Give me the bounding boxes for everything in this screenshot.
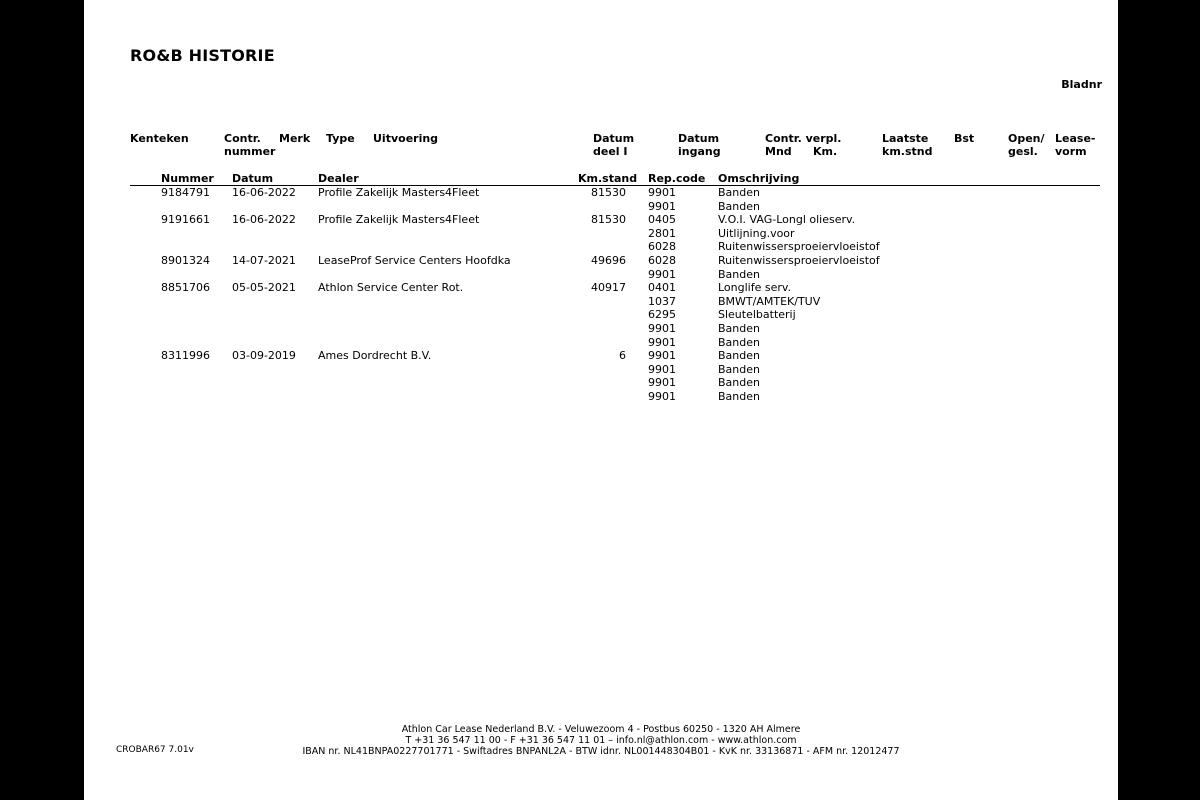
table-cell-omschrijving: Banden — [718, 199, 760, 213]
col-laatste — [882, 132, 932, 158]
table-cell-omschrijving: Banden — [718, 362, 760, 376]
table-cell-omschrijving: V.O.I. VAG-Longl olieserv. — [718, 213, 856, 227]
table-cell-kmstand: 81530 — [591, 213, 626, 227]
col-nummer: Nummer — [161, 172, 214, 185]
col-datum-deel — [593, 132, 634, 158]
col-km: Km. — [813, 145, 838, 158]
table-cell-dealer: Profile Zakelijk Masters4Fleet — [318, 213, 480, 227]
col-contr-line1: Contr. — [224, 132, 261, 145]
table-cell-nummer: 9184791 — [161, 186, 210, 199]
col-bst: Bst — [954, 132, 975, 145]
footer — [84, 724, 1118, 757]
table-cell-repcode: 6028 — [648, 240, 676, 254]
table-cell-kmstand: 40917 — [591, 281, 626, 295]
form-code: CROBAR67 7.01v — [116, 745, 194, 755]
table-cell-omschrijving: Longlife serv. — [718, 281, 792, 295]
table-cell-omschrijving: Banden — [718, 335, 760, 349]
table-cell-nummer: 9191661 — [161, 213, 210, 227]
table-cell-dealer: LeaseProf Service Centers Hoofdka — [318, 254, 511, 267]
table-cell-repcode: 9901 — [648, 390, 676, 403]
table-cell-nummer: 8901324 — [161, 254, 210, 267]
table-cell-repcode: 9901 — [648, 186, 676, 199]
table-cell-dealer: Ames Dordrecht B.V. — [318, 349, 432, 363]
col-uitvoering: Uitvoering — [373, 132, 439, 145]
table-cell-repcode: 9901 — [648, 376, 676, 390]
table-cell-repcode: 0401 — [648, 281, 676, 295]
col-lease — [1055, 132, 1095, 158]
table-cell-kmstand: 6 — [619, 349, 626, 363]
col-open-line2: gesl. — [1008, 145, 1038, 158]
table-cell-omschrijving: Banden — [718, 390, 760, 403]
table-cell-kmstand: 81530 — [591, 186, 626, 199]
table-cell-repcode: 2801 — [648, 226, 676, 240]
col-laatste-line2: km.stnd — [882, 145, 933, 158]
col-omschrijving: Omschrijving — [718, 172, 800, 185]
table-cell-datum: 16-06-2022 — [232, 186, 296, 199]
col-datum-ingang — [678, 132, 721, 158]
table-cell-dealer: Profile Zakelijk Masters4Fleet — [318, 186, 480, 199]
col-lease-line2: vorm — [1055, 145, 1087, 158]
col-open-line1: Open/ — [1008, 132, 1045, 145]
table-cell-repcode: 6295 — [648, 308, 676, 322]
footer-line-3: IBAN nr. NL41BNPA0227701771 - Swiftadres BNPANL2A - BTW idnr. NL001448304B01 - KvK nr. 33136871 - AFM nr. 12012477 — [302, 746, 900, 757]
col-lease-line1: Lease- — [1055, 132, 1096, 145]
table-cell-omschrijving: Ruitenwissersproeiervloeistof — [718, 254, 880, 267]
bladnr-label: Bladnr — [1061, 78, 1102, 91]
table-cell-repcode: 9901 — [648, 322, 676, 335]
table-cell-repcode: 9901 — [648, 267, 676, 281]
table-cell-kmstand: 49696 — [591, 254, 626, 267]
table-cell-omschrijving: Banden — [718, 186, 760, 199]
table-cell-dealer: Athlon Service Center Rot. — [318, 281, 464, 295]
col-laatste-line1: Laatste — [882, 132, 929, 145]
table-cell-repcode: 1037 — [648, 294, 676, 308]
table-cell-omschrijving: Banden — [718, 349, 760, 363]
table-cell-repcode: 9901 — [648, 335, 676, 349]
col-merk: Merk — [279, 132, 311, 145]
col-datum-ingang-line2: ingang — [678, 145, 721, 158]
table-cell-nummer: 8311996 — [161, 349, 210, 363]
table-cell-omschrijving: Uitlijning.voor — [718, 226, 795, 240]
table-cell-omschrijving: Banden — [718, 267, 760, 281]
col-contr-line2: nummer — [224, 145, 276, 158]
col-open — [1008, 132, 1045, 158]
table-cell-omschrijving: Banden — [718, 376, 760, 390]
col-contr — [224, 132, 275, 158]
col-kmstand: Km.stand — [578, 172, 638, 185]
table-cell-repcode: 9901 — [648, 349, 676, 363]
table-cell-nummer: 8851706 — [161, 281, 210, 295]
table-cell-datum: 14-07-2021 — [232, 254, 296, 267]
col-type: Type — [326, 132, 355, 145]
table-cell-repcode: 0405 — [648, 213, 676, 227]
table-cell-datum: 16-06-2022 — [232, 213, 296, 227]
col-kenteken: Kenteken — [130, 132, 189, 145]
col-dealer: Dealer — [318, 172, 359, 185]
table-cell-omschrijving: Ruitenwissersproeiervloeistof — [718, 240, 880, 254]
col-mnd: Mnd — [765, 145, 792, 158]
table-cell-datum: 03-09-2019 — [232, 349, 296, 363]
col-datum-deel-line1: Datum — [593, 132, 635, 145]
table-cell-omschrijving: BMWT/AMTEK/TUV — [718, 294, 821, 308]
col-datum-ingang-line1: Datum — [678, 132, 720, 145]
col-contr-verpl: Contr. verpl. — [765, 132, 842, 145]
col-datum: Datum — [232, 172, 274, 185]
table-cell-omschrijving: Sleutelbatterij — [718, 308, 796, 322]
footer-line-1: Athlon Car Lease Nederland B.V. - Veluwezoom 4 - Postbus 60250 - 1320 AH Almere — [401, 724, 801, 735]
table-cell-omschrijving: Banden — [718, 322, 760, 335]
col-datum-deel-line2: deel I — [593, 145, 628, 158]
table-cell-repcode: 6028 — [648, 254, 676, 267]
table-cell-datum: 05-05-2021 — [232, 281, 296, 295]
footer-line-2: T +31 36 547 11 00 - F +31 36 547 11 01 – info.nl@athlon.com - www.athlon.com — [405, 735, 797, 746]
table-cell-repcode: 9901 — [648, 199, 676, 213]
document-page — [84, 0, 1118, 800]
col-repcode: Rep.code — [648, 172, 706, 185]
page-title: RO&B HISTORIE — [130, 46, 275, 65]
table-cell-repcode: 9901 — [648, 362, 676, 376]
